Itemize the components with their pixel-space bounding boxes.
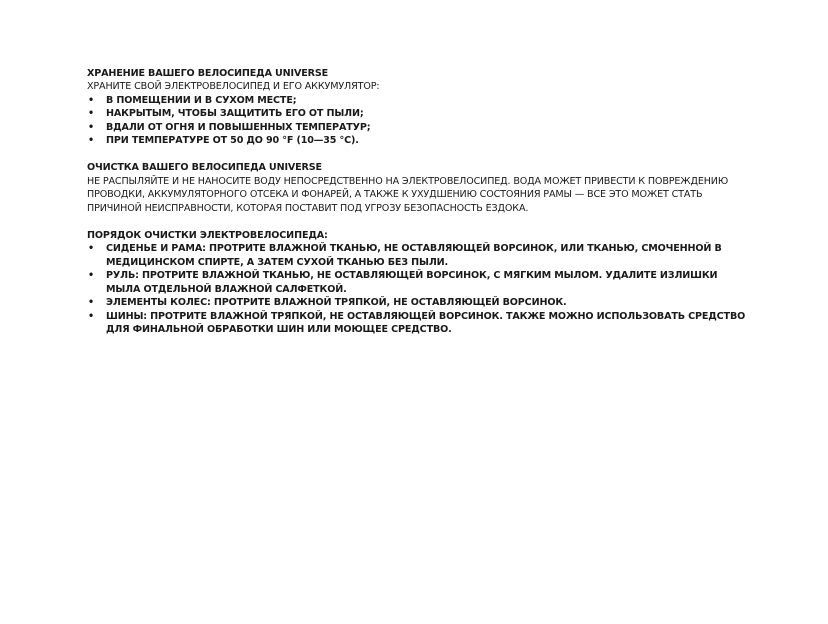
list-item-text: ПРИ ТЕМПЕРАТУРЕ ОТ 50 ДО 90 °F (10—35 °C).	[106, 135, 359, 147]
list-item	[87, 134, 747, 147]
list-item	[87, 121, 747, 134]
list-item	[87, 107, 747, 120]
list-item-text: РУЛЬ: ПРОТРИТЕ ВЛАЖНОЙ ТКАНЬЮ, НЕ ОСТАВЛЯЮЩЕЙ ВОРСИНОК, С МЯГКИМ МЫЛОМ. УДАЛИТЕ ИЗЛИШКИ МЫЛА ОТДЕЛЬНОЙ ВЛАЖНОЙ САЛФЕТКОЙ.	[106, 270, 718, 295]
list-item	[87, 242, 747, 269]
storage-heading: ХРАНЕНИЕ ВАШЕГО ВЕЛОСИПЕДА UNIVERSE	[87, 68, 329, 79]
list-item-text: ВДАЛИ ОТ ОГНЯ И ПОВЫШЕННЫХ ТЕМПЕРАТУР;	[106, 121, 371, 133]
storage-intro: ХРАНИТЕ СВОЙ ЭЛЕКТРОВЕЛОСИПЕД И ЕГО АККУМУЛЯТОР:	[87, 81, 380, 93]
bullet-icon: •	[88, 94, 94, 106]
procedure-list	[87, 242, 747, 336]
storage-list	[87, 94, 747, 148]
list-item	[87, 269, 747, 296]
document-content	[87, 67, 747, 350]
procedure-heading: ПОРЯДОК ОЧИСТКИ ЭЛЕКТРОВЕЛОСИПЕДА:	[87, 230, 328, 242]
cleaning-text: НЕ РАСПЫЛЯЙТЕ И НЕ НАНОСИТЕ ВОДУ НЕПОСРЕДСТВЕННО НА ЭЛЕКТРОВЕЛОСИПЕД. ВОДА МОЖЕТ ПРИВЕСТИ К ПОВРЕЖДЕНИЮ ПРОВОДКИ, АККУМУЛЯТОРНОГО ОТСЕКА И ФОНАРЕЙ, А ТАКЖЕ К УХУДШЕНИЮ СОСТОЯНИЯ РАМЫ — ВСЕ ЭТО МОЖЕТ СТАТЬ ПРИЧИНОЙ НЕИСПРАВНОСТИ, КОТОРАЯ ПОСТАВИТ ПОД УГРОЗУ БЕЗОПАСНОСТЬ ЕЗДОКА.	[87, 175, 729, 214]
bullet-icon: •	[88, 243, 94, 255]
list-item	[87, 310, 747, 337]
list-item-text: НАКРЫТЫМ, ЧТОБЫ ЗАЩИТИТЬ ЕГО ОТ ПЫЛИ;	[106, 108, 364, 120]
bullet-icon: •	[88, 108, 94, 120]
bullet-icon: •	[88, 297, 94, 309]
list-item	[87, 94, 747, 107]
bullet-icon: •	[88, 310, 94, 322]
list-item-text: В ПОМЕЩЕНИИ И В СУХОМ МЕСТЕ;	[106, 94, 297, 106]
cleaning-section	[87, 161, 747, 215]
procedure-section	[87, 229, 747, 336]
bullet-icon: •	[88, 135, 94, 147]
bullet-icon: •	[88, 270, 94, 282]
list-item-text: ЭЛЕМЕНТЫ КОЛЕС: ПРОТРИТЕ ВЛАЖНОЙ ТРЯПКОЙ, НЕ ОСТАВЛЯЮЩЕЙ ВОРСИНОК.	[106, 297, 567, 309]
storage-section	[87, 67, 747, 147]
list-item-text: ШИНЫ: ПРОТРИТЕ ВЛАЖНОЙ ТРЯПКОЙ, НЕ ОСТАВЛЯЮЩЕЙ ВОРСИНОК. ТАКЖЕ МОЖНО ИСПОЛЬЗОВАТЬ СРЕДСТВО ДЛЯ ФИНАЛЬНОЙ ОБРАБОТКИ ШИН ИЛИ МОЮЩЕЕ СРЕДСТВО.	[106, 310, 746, 335]
list-item	[87, 296, 747, 309]
cleaning-heading: ОЧИСТКА ВАШЕГО ВЕЛОСИПЕДА UNIVERSE	[87, 162, 322, 174]
list-item-text: СИДЕНЬЕ И РАМА: ПРОТРИТЕ ВЛАЖНОЙ ТКАНЬЮ, НЕ ОСТАВЛЯЮЩЕЙ ВОРСИНОК, ИЛИ ТКАНЬЮ, СМОЧЕННОЙ В МЕДИЦИНСКОМ СПИРТЕ, А ЗАТЕМ СУХОЙ ТКАНЬЮ БЕЗ ПЫЛИ.	[106, 243, 722, 268]
bullet-icon: •	[88, 121, 94, 133]
